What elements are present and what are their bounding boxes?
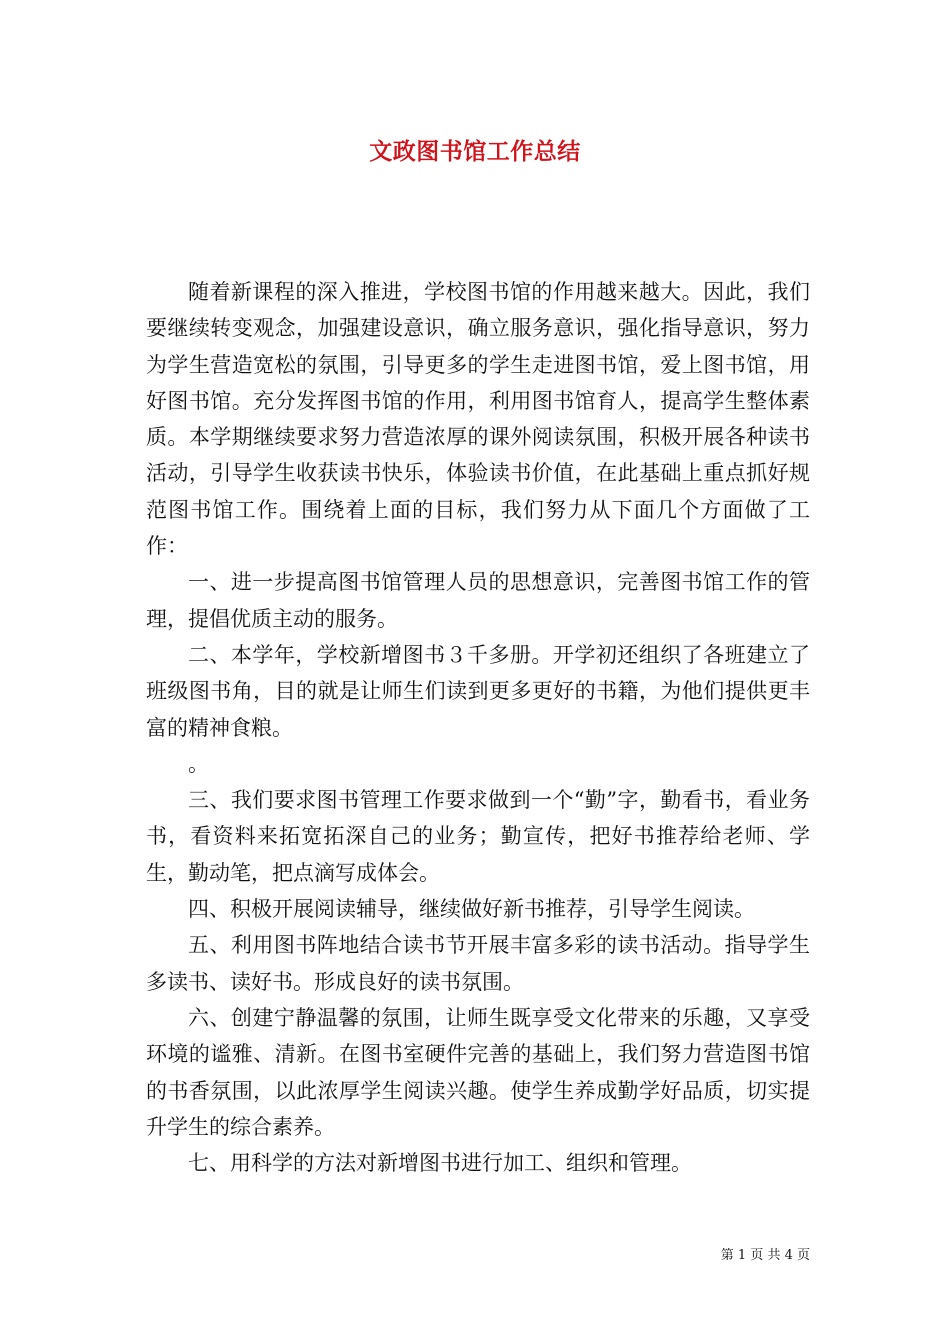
paragraph-item-2: 二、本学年，学校新增图书３千多册。开学初还组织了各班建立了班级图书角，目的就是让师生们读到更多更好的书籍，为他们提供更丰富的精神食粮。	[146, 642, 810, 740]
paragraph-item-4: 四、积极开展阅读辅导，继续做好新书推荐，引导学生阅读。	[188, 897, 755, 922]
paragraph-item-1: 一、进一步提高图书馆管理人员的思想意识，完善图书馆工作的管理，提倡优质主动的服务。	[146, 570, 810, 631]
page-number: 第 1 页 共 4 页	[720, 1248, 810, 1263]
paragraph-item-7: 七、用科学的方法对新增图书进行加工、组织和管理。	[188, 1151, 692, 1176]
paragraph-intro: 随着新课程的深入推进，学校图书馆的作用越来越大。因此，我们要继续转变观念，加强建设意识，确立服务意识，强化指导意识，努力为学生营造宽松的氛围，引导更多的学生走进图书馆，爱上图书馆，用好图书馆。充分发挥图书馆的作用，利用图书馆育人，提高学生整体素质。本学期继续要求努力营造浓厚的课外阅读氛围，积极开展各种读书活动，引导学生收获读书快乐，体验读书价值，在此基础上重点抓好规范图书馆工作。围绕着上面的目标，我们努力从下面几个方面做了工作：	[146, 280, 810, 559]
paragraph-item-3: 三、我们要求图书管理工作要求做到一个“勤”字，勤看书，看业务书，看资料来拓宽拓深自己的业务；勤宣传，把好书推荐给老师、学生，勤动笔，把点滴写成体会。	[146, 788, 810, 885]
document-title: 文政图书馆工作总结	[369, 138, 581, 165]
paragraph-stray-mark: 。	[188, 751, 209, 776]
paragraph-item-6: 六、创建宁静温馨的氛围，让师生既享受文化带来的乐趣，又享受环境的谧雅、清新。在图书室硬件完善的基础上，我们努力营造图书馆的书香氛围，以此浓厚学生阅读兴趣。使学生养成勤学好品质，切实提升学生的综合素养。	[146, 1005, 810, 1139]
document-body	[146, 274, 810, 1181]
paragraph-item-5: 五、利用图书阵地结合读书节开展丰富多彩的读书活动。指导学生多读书、读好书。形成良好的读书氛围。	[146, 933, 810, 994]
